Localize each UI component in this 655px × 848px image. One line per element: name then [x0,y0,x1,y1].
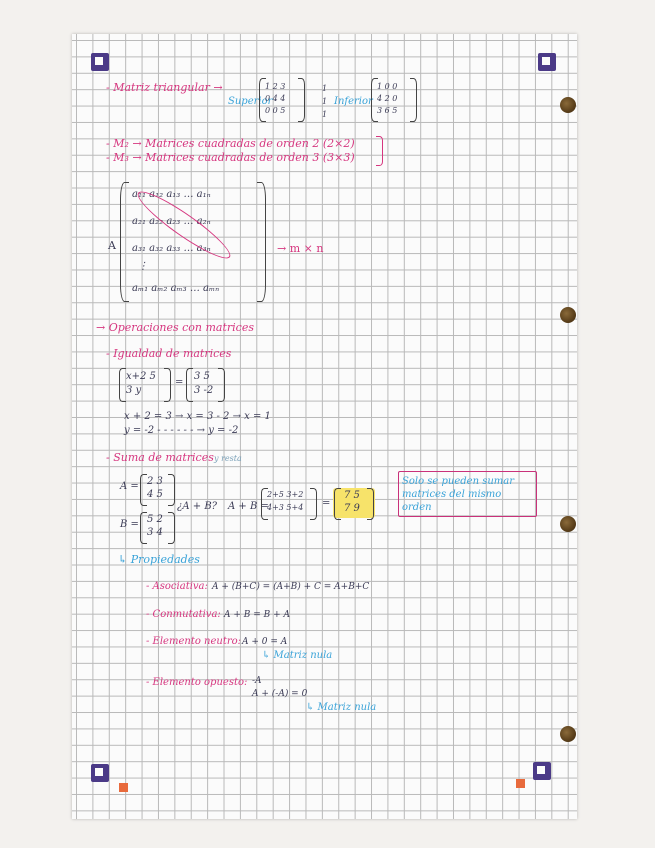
superior-label: Superior [228,96,273,107]
a-label: A = [120,481,139,492]
properties-title: ↳ Propiedades [118,553,200,566]
eq-line-2: y = -2 - - - - - - → y = -2 [124,425,239,436]
corner-marker-top-right [538,53,556,71]
eq-sign: = [175,377,184,388]
opuesto-expr-1: -A [252,676,262,686]
matrix-row-4: ⋮ [138,261,148,272]
opuesto-expr-2: A + (-A) = 0 [252,689,308,699]
paren [186,368,193,402]
neutro-note: ↳ Matriz nula [262,650,333,661]
paren [164,368,171,402]
separator-dots: 1 1 1 [322,84,328,119]
superior-row-3: 0 0 5 [265,106,286,115]
matrix-row-3: a₃₁ a₃₂ a₃₃ … a₃ₙ [132,243,211,254]
note-line-3: orden [402,502,432,513]
superior-row-1: 1 2 3 [265,82,286,91]
neutro-expr: A + 0 = A [242,637,288,647]
orange-square-right [516,779,525,788]
binder-hole-3 [560,516,576,532]
matrix-dims: → m × n [277,242,324,255]
eq-right-row-1: 3 5 [194,371,210,382]
operations-title: → Operaciones con matrices [96,321,255,334]
asociativa-expr: A + (B+C) = (A+B) + C = A+B+C [212,582,370,592]
eq-right-row-2: 3 -2 [194,385,214,396]
sum-equals: = [322,498,331,509]
inferior-label: Inferior [334,96,373,107]
inferior-row-1: 1 0 0 [377,82,398,91]
paren [119,368,126,402]
paren [367,488,374,520]
corner-marker-bottom-left [91,764,109,782]
paren [218,368,225,402]
triangular-title: - Matriz triangular → [106,81,223,94]
paren [120,182,129,302]
square-line-1: - M₂ → Matrices cuadradas de orden 2 (2×2) [106,137,355,150]
sum-subtitle: y resta [214,454,242,463]
brace [376,136,383,166]
paren [140,474,147,506]
paren [298,78,305,122]
matrix-row-1: a₁₁ a₁₂ a₁₃ … a₁ₙ [132,189,211,200]
result-row-1: 7 5 [344,490,360,501]
sum-question: ¿A + B? [177,501,218,512]
matrix-name: A [108,239,116,252]
paren [257,182,266,302]
sum-row-2: 4+3 5+4 [267,503,304,512]
square-line-2: - M₃ → Matrices cuadradas de orden 3 (3×3) [106,151,355,164]
eq-line-1: x + 2 = 3 → x = 3 - 2 → x = 1 [124,411,271,422]
eq-left-row-1: x+2 5 [126,371,156,382]
paren [168,512,175,544]
matrix-row-2: a₂₁ a₂₂ a₂₃ … a₂ₙ [132,216,211,227]
sum-row-1: 2+5 3+2 [267,490,304,499]
paren [140,512,147,544]
paren [310,488,317,520]
conmutativa-expr: A + B = B + A [224,610,291,620]
binder-hole-4 [560,726,576,742]
inferior-row-2: 4 2 0 [377,94,398,103]
note-line-2: matrices del mismo [402,489,502,500]
corner-marker-bottom-right [533,762,551,780]
corner-marker-top-left [91,53,109,71]
orange-square-left [119,783,128,792]
equality-title: - Igualdad de matrices [106,347,232,360]
a-row-2: 4 5 [147,489,163,500]
paren [168,474,175,506]
b-label: B = [120,519,139,530]
binder-hole-2 [560,307,576,323]
asociativa-label: - Asociativa: [146,581,208,592]
note-line-1: Solo se pueden sumar [402,476,514,487]
superior-row-2: 0 4 4 [265,94,286,103]
inferior-row-3: 3 6 5 [377,106,398,115]
opuesto-note: ↳ Matriz nula [306,702,377,713]
binder-hole-1 [560,97,576,113]
result-row-2: 7 9 [344,503,360,514]
a-plus-b-label: A + B = [228,501,269,512]
eq-left-row-2: 3 y [126,385,142,396]
b-row-1: 5 2 [147,514,163,525]
notebook-page [72,34,577,819]
conmutativa-label: - Conmutativa: [146,609,221,620]
paren [410,78,417,122]
neutro-label: - Elemento neutro: [146,636,242,647]
sum-title: - Suma de matrices [106,451,214,464]
paren [334,488,341,520]
b-row-2: 3 4 [147,527,163,538]
opuesto-label: - Elemento opuesto: [146,677,248,688]
matrix-row-5: aₘ₁ aₘ₂ aₘ₃ … aₘₙ [132,283,220,294]
a-row-1: 2 3 [147,476,163,487]
